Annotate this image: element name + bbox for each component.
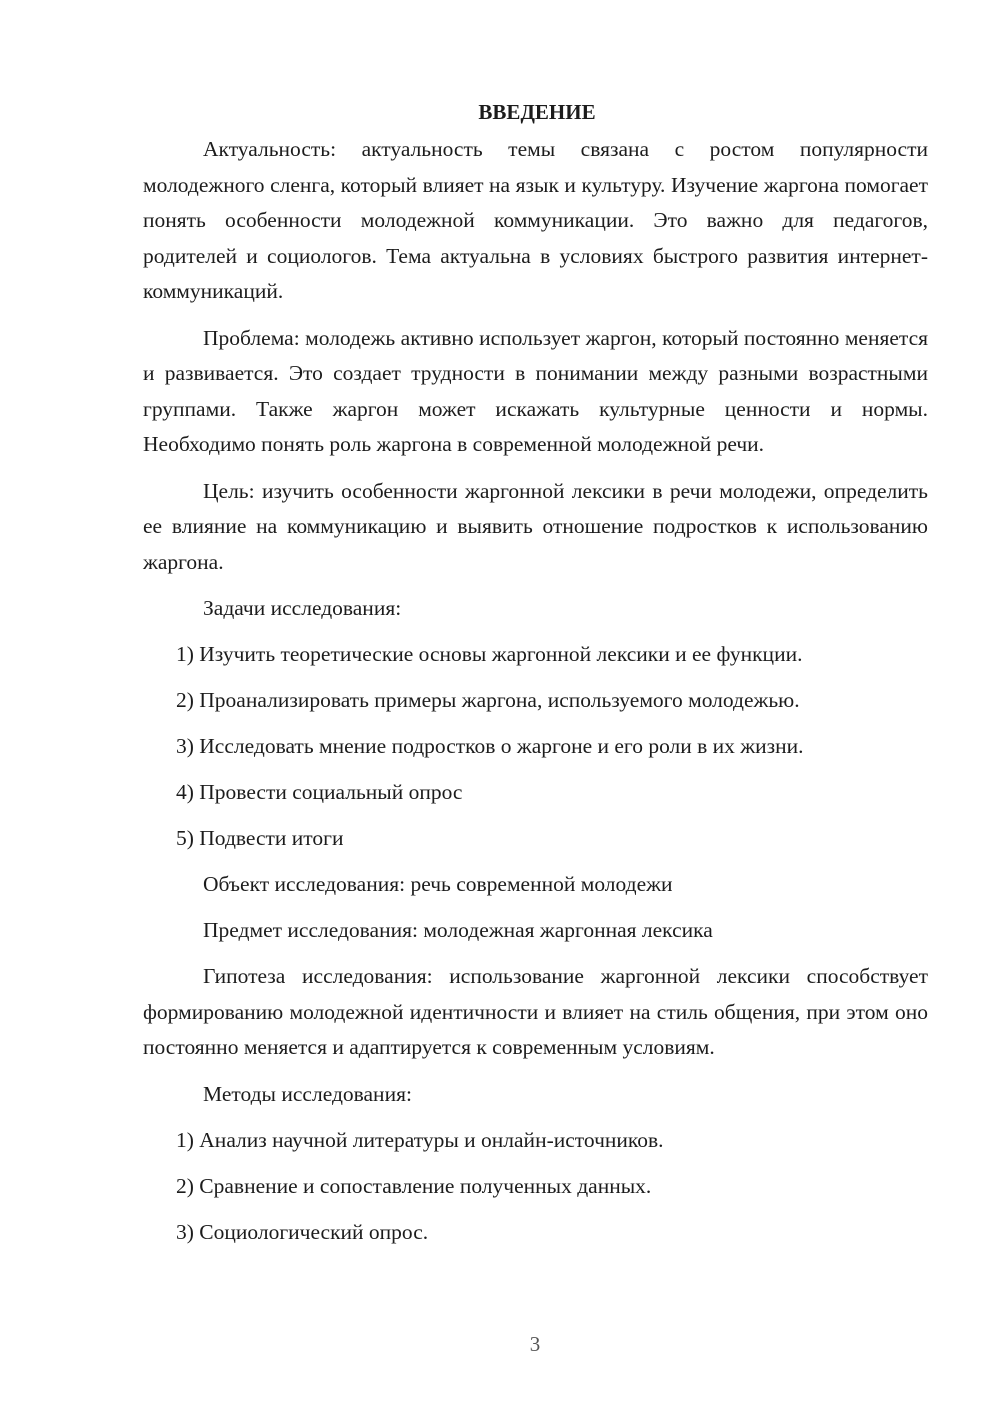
relevance-paragraph: Актуальность: актуальность темы связана с ростом популярности молодежного сленга, который влияет на язык и культуру. Изучение жаргона помогает понять особенности молодежной коммуникации. Это важно для педагогов, родителей и социологов. Тема актуальна в условиях быстрого развития интернет-коммуникаций. — [143, 137, 928, 303]
task-item: 5) Подвести итоги — [176, 826, 344, 850]
method-item: 1) Анализ научной литературы и онлайн-источников. — [176, 1127, 664, 1152]
methods-heading: Методы исследования: — [203, 1081, 412, 1106]
task-item: 2) Проанализировать примеры жаргона, используемого молодежью. — [176, 688, 800, 712]
document-page — [143, 92, 928, 1261]
page-number: 3 — [529, 1332, 541, 1356]
method-item: 3) Социологический опрос. — [176, 1219, 429, 1244]
subject-line: Предмет исследования: молодежная жаргонная лексика — [203, 918, 713, 942]
task-item: 1) Изучить теоретические основы жаргонной лексики и ее функции. — [176, 642, 803, 666]
object-line: Объект исследования: речь современной молодежи — [203, 872, 673, 896]
method-item: 2) Сравнение и сопоставление полученных данных. — [176, 1173, 652, 1198]
page-title: ВВЕДЕНИЕ — [478, 100, 596, 124]
task-item: 4) Провести социальный опрос — [176, 780, 463, 804]
goal-paragraph: Цель: изучить особенности жаргонной лексики в речи молодежи, определить ее влияние на коммуникацию и выявить отношение подростков к использованию жаргона. — [143, 478, 928, 574]
tasks-heading: Задачи исследования: — [203, 596, 402, 620]
task-item: 3) Исследовать мнение подростков о жаргоне и его роли в их жизни. — [176, 734, 804, 758]
hypothesis-paragraph: Гипотеза исследования: использование жаргонной лексики способствует формированию молодежной идентичности и влияет на стиль общения, при этом оно постоянно меняется и адаптируется к современным условиям. — [143, 964, 928, 1059]
problem-paragraph: Проблема: молодежь активно использует жаргон, который постоянно меняется и развивается. Это создает трудности в понимании между разными возрастными группами. Также жаргон может искажать культурные ценности и нормы. Необходимо понять роль жаргона в современной молодежной речи. — [143, 325, 928, 456]
